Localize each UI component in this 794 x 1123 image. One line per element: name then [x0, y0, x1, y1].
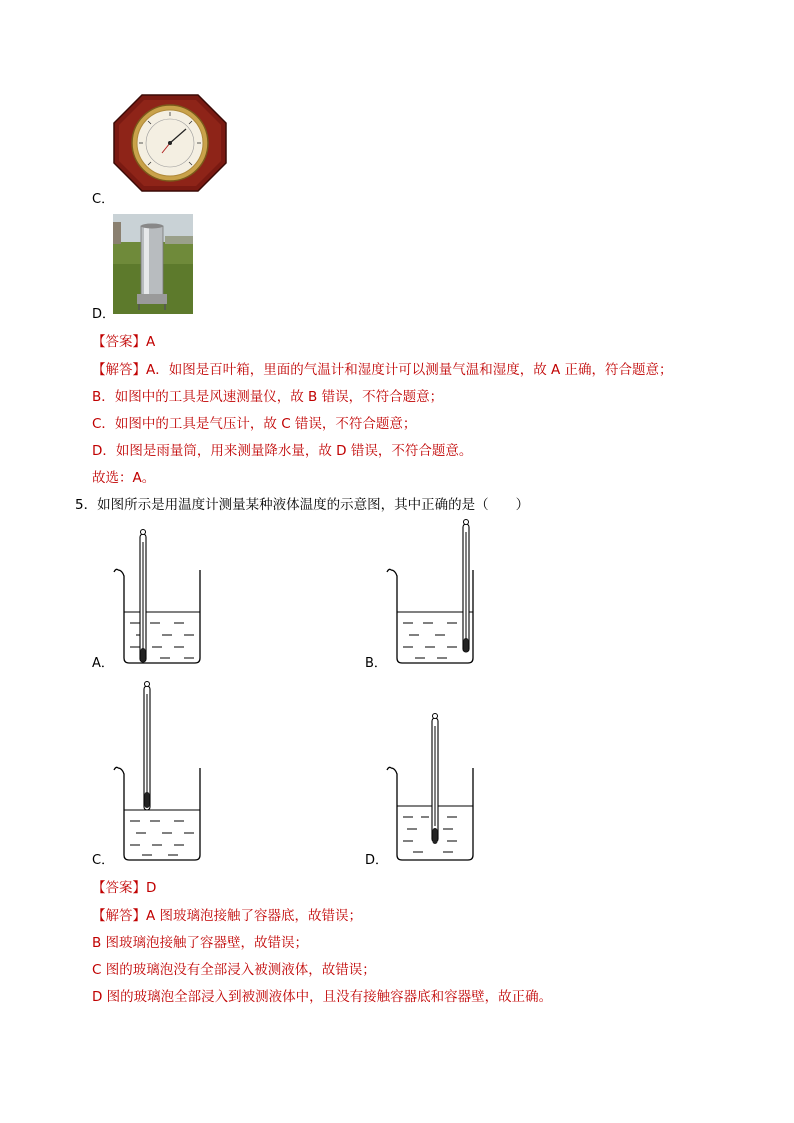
option-c-label: C． — [92, 853, 115, 868]
q4-explanation-line: 【解答】A．如图是百叶箱，里面的气温计和湿度计可以测量气温和湿度，故 A 正确，符合题意； — [92, 362, 673, 378]
beaker-diagram-c — [112, 680, 212, 865]
barometer-image — [112, 93, 228, 193]
q5-explanation-line: B 图玻璃泡接触了容器壁，故错误； — [92, 935, 309, 951]
beaker-diagram-b — [385, 518, 485, 668]
q4-answer: 【答案】A — [92, 334, 156, 350]
beaker-diagram-d — [385, 712, 485, 865]
option-d-label: D． — [92, 307, 116, 322]
q5-explanation-line: D 图的玻璃泡全部浸入到被测液体中，且没有接触容器底和容器壁，故正确。 — [92, 989, 553, 1005]
q4-explanation-line: D．如图是雨量筒，用来测量降水量，故 D 错误，不符合题意。 — [92, 443, 473, 459]
q4-explanation-line: B．如图中的工具是风速测量仪，故 B 错误，不符合题意； — [92, 389, 444, 405]
option-d-label: D． — [365, 853, 389, 868]
q4-explanation-line: 故选：A。 — [92, 470, 156, 486]
option-b-label: B． — [365, 656, 387, 671]
beaker-diagram-a — [112, 528, 212, 668]
q5-explanation-line: C 图的玻璃泡没有全部浸入被测液体，故错误； — [92, 962, 376, 978]
q4-explanation-line: C．如图中的工具是气压计，故 C 错误，不符合题意； — [92, 416, 417, 432]
option-a-label: A． — [92, 656, 114, 671]
rain-gauge-image — [113, 214, 193, 314]
option-c-label: C． — [92, 192, 115, 207]
q5-question: 5．如图所示是用温度计测量某种液体温度的示意图，其中正确的是（ ） — [75, 497, 530, 513]
q5-answer: 【答案】D — [92, 880, 157, 896]
q5-explanation-line: 【解答】A 图玻璃泡接触了容器底，故错误； — [92, 908, 363, 924]
